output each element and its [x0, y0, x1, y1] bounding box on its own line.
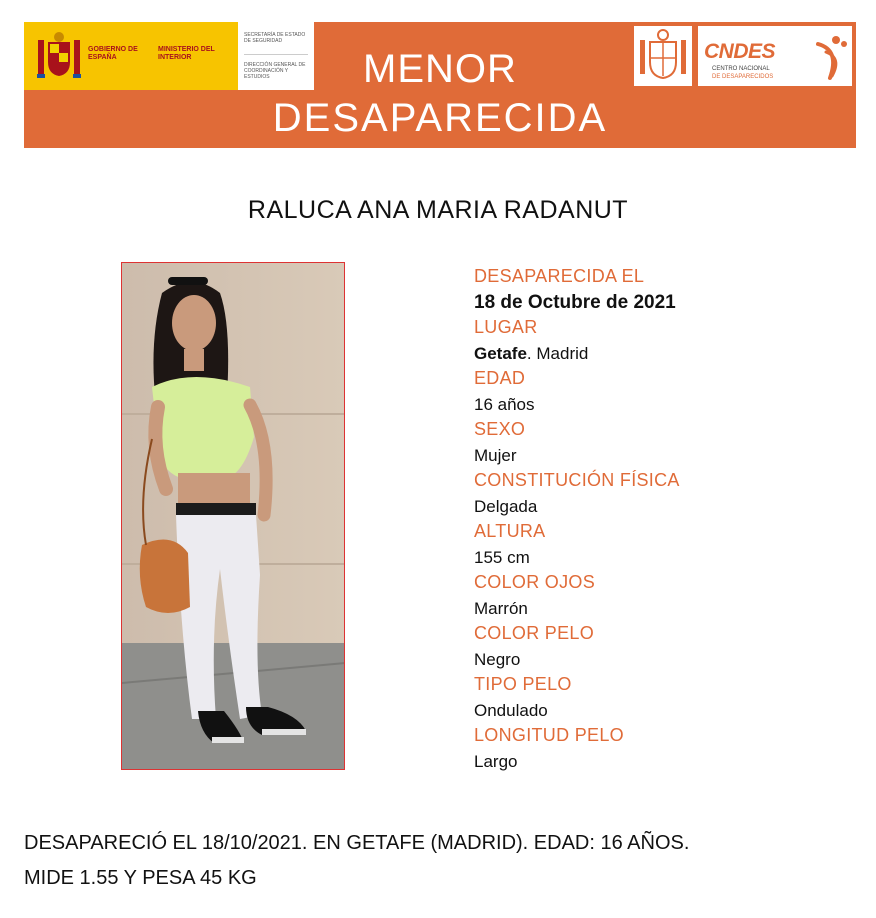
people-figures-icon	[810, 32, 850, 82]
place-label: LUGAR	[474, 317, 538, 337]
person-photo-image	[122, 263, 345, 770]
summary-line-1: DESAPARECIÓ EL 18/10/2021. EN GETAFE (MADRID). EDAD: 16 AÑOS.	[24, 832, 690, 854]
summary-line-2: MIDE 1.55 Y PESA 45 KG	[24, 867, 257, 889]
secretary-name: SECRETARÍA DE ESTADO DE SEGURIDAD	[244, 32, 306, 44]
hair-color-value: Negro	[474, 649, 521, 669]
person-photo	[121, 262, 345, 770]
missing-since-value: 18 de Octubre de 2021	[474, 291, 676, 313]
summary-text	[24, 826, 864, 896]
place-city: Getafe	[474, 343, 527, 363]
details-panel	[474, 264, 854, 774]
missing-since-label: DESAPARECIDA EL	[474, 266, 645, 286]
spain-seal-icon	[634, 26, 692, 86]
hair-type-label: TIPO PELO	[474, 674, 572, 694]
age-value: 16 años	[474, 394, 535, 414]
title-line-2: DESAPARECIDA	[272, 96, 608, 140]
hair-length-label: LONGITUD PELO	[474, 725, 624, 745]
place-value	[474, 341, 854, 367]
sex-value: Mujer	[474, 445, 517, 465]
person-name: RALUCA ANA MARIA RADANUT	[247, 196, 629, 224]
sex-label: SEXO	[474, 419, 526, 439]
hair-color-label: COLOR PELO	[474, 623, 595, 643]
eye-color-value: Marrón	[474, 598, 528, 618]
build-value: Delgada	[474, 496, 538, 516]
cndes-subtitle-2: DE DESAPARECIDOS	[712, 74, 774, 80]
place-region: . Madrid	[526, 343, 589, 363]
spain-seal-block	[634, 26, 692, 86]
directorate-name: DIRECCIÓN GENERAL DE COORDINACIÓN Y ESTUDIOS	[244, 62, 306, 80]
ministry-name: MINISTERIO DEL INTERIOR	[158, 46, 215, 61]
government-name: GOBIERNO DE ESPAÑA	[88, 46, 138, 61]
height-label: ALTURA	[474, 521, 546, 541]
cndes-subtitle-1: CENTRO NACIONAL	[712, 66, 770, 72]
hair-length-value: Largo	[474, 751, 518, 771]
build-label: CONSTITUCIÓN FÍSICA	[474, 470, 680, 490]
height-value: 155 cm	[474, 547, 530, 567]
age-label: EDAD	[474, 368, 526, 388]
header-banner	[24, 22, 856, 148]
cndes-brand: CNDES	[704, 40, 776, 63]
cndes-logo-block	[698, 26, 852, 86]
title-line-1: MENOR	[363, 47, 517, 91]
eye-color-label: COLOR OJOS	[474, 572, 596, 592]
hair-type-value: Ondulado	[474, 700, 548, 720]
